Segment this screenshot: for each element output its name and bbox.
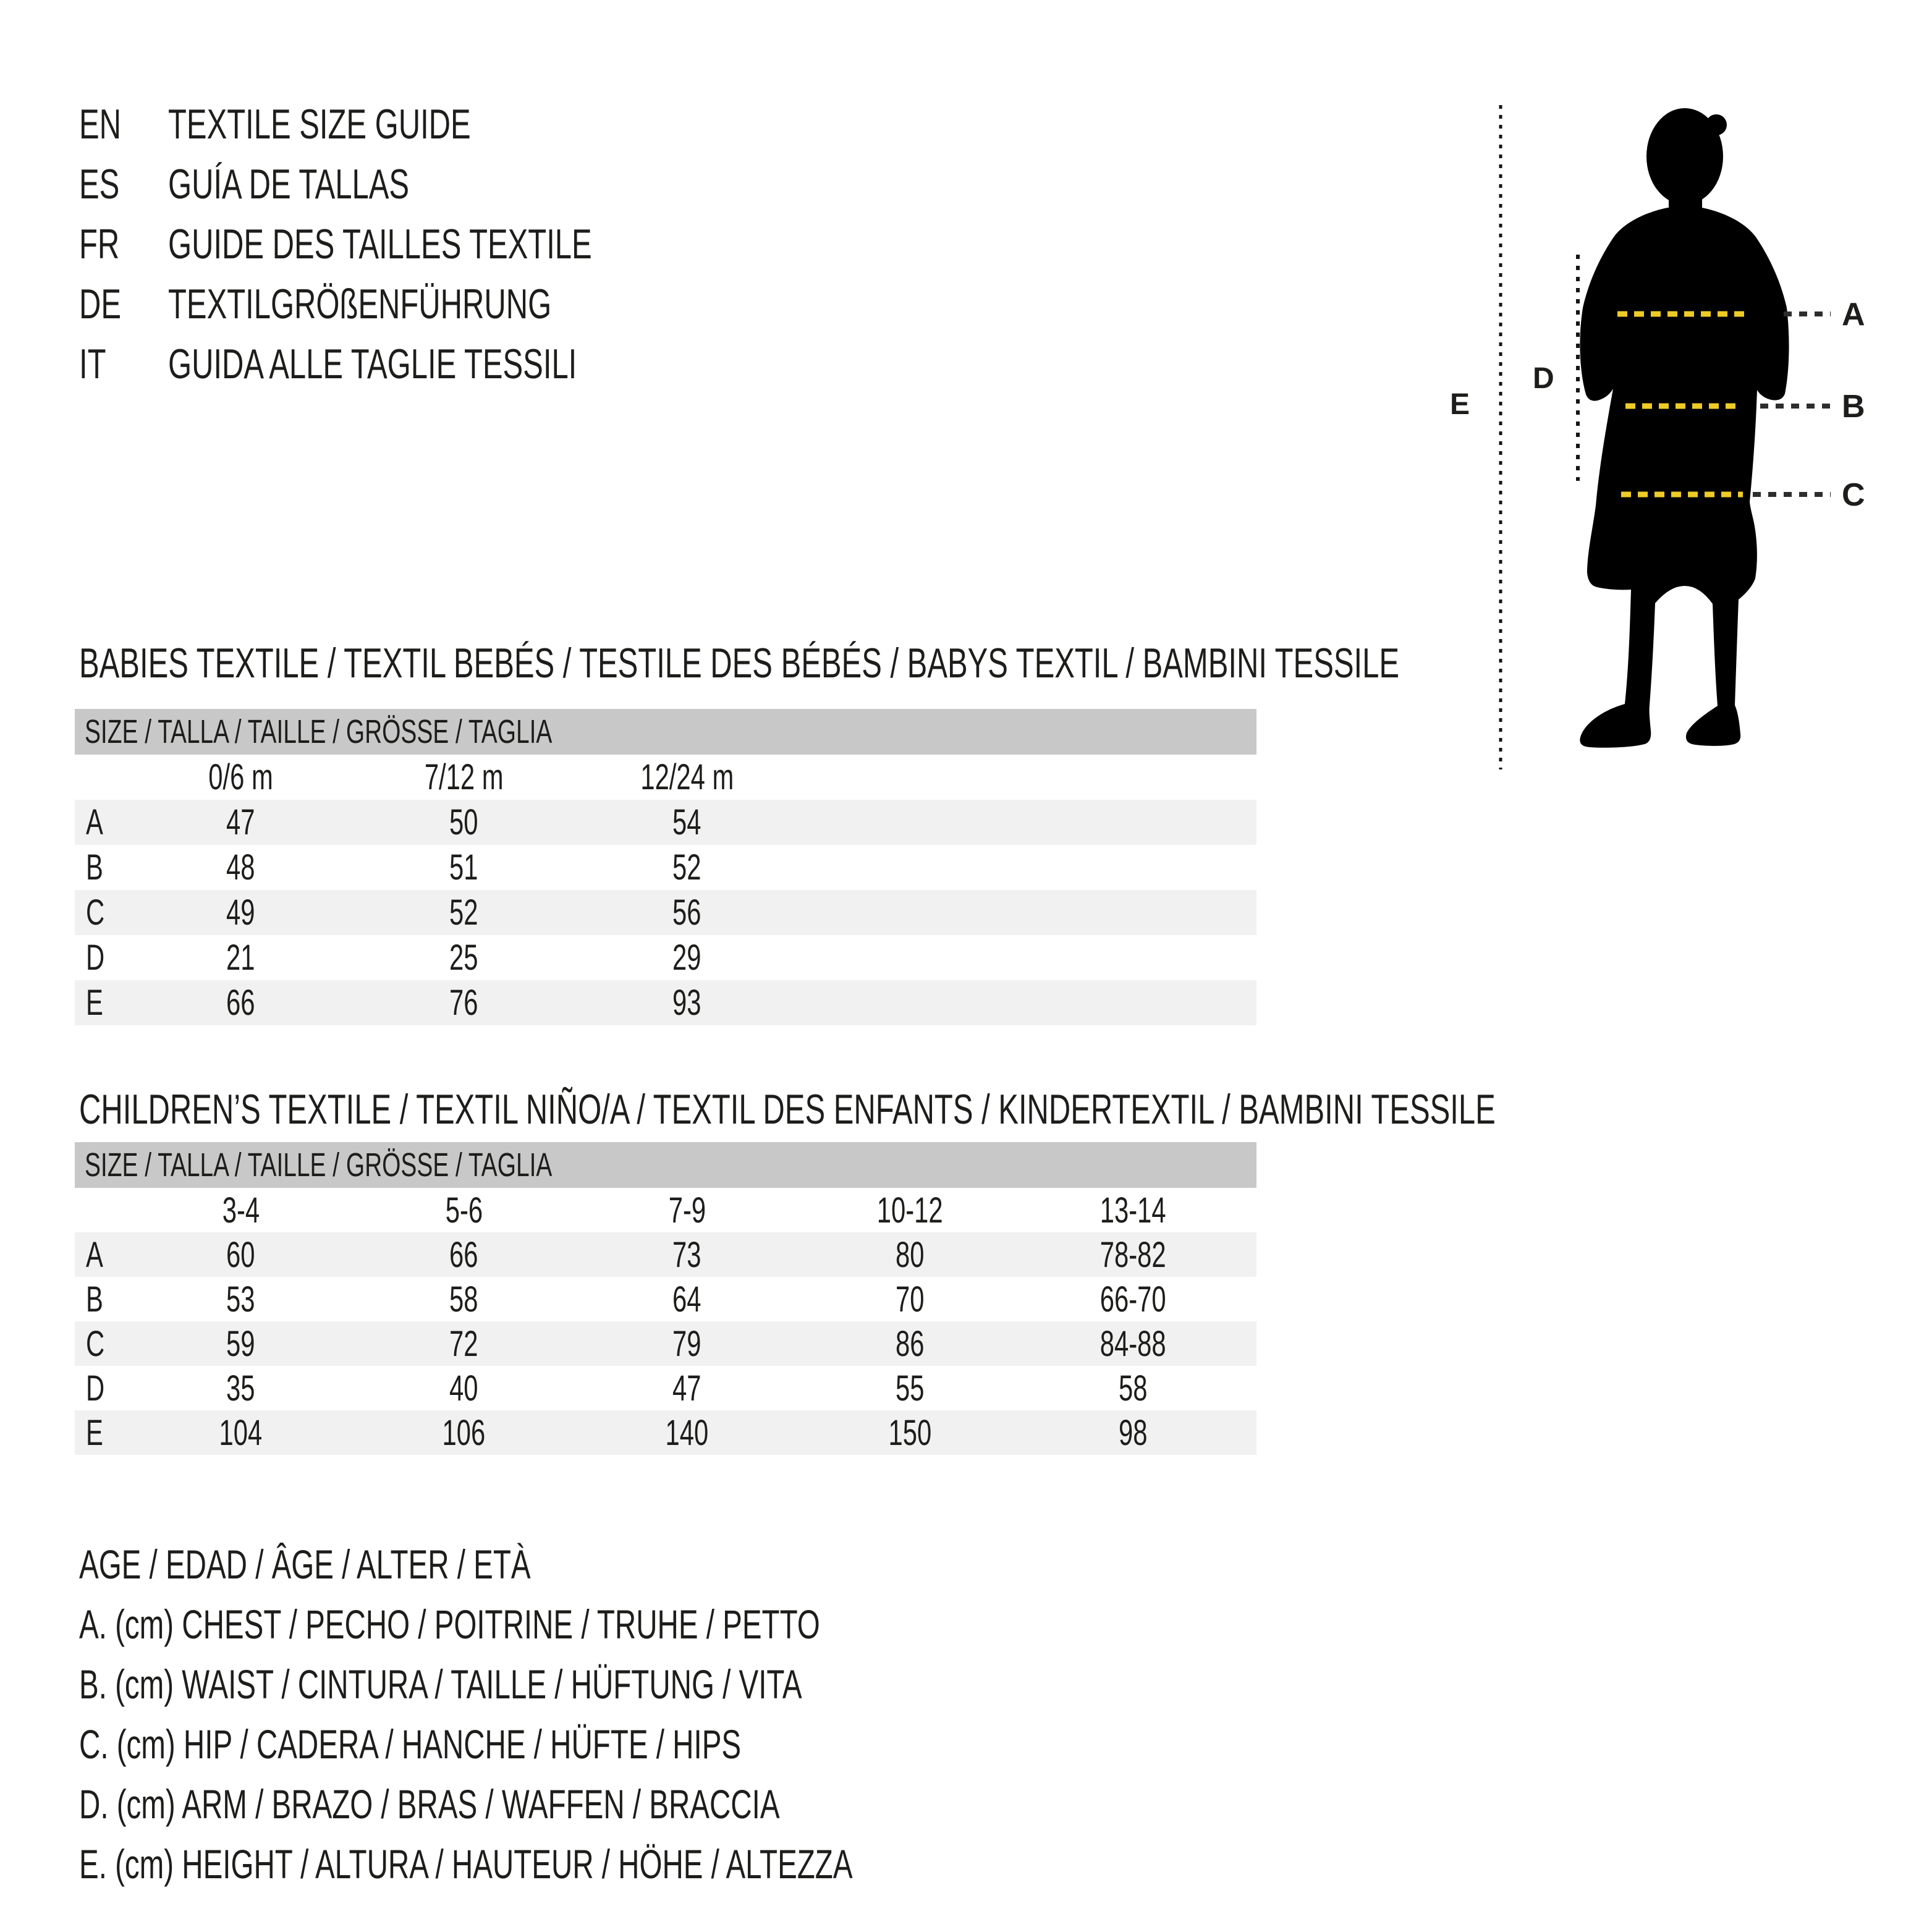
height-label: E [1450,388,1470,421]
row-label [75,937,129,978]
legend-line-hip [79,1714,1153,1774]
table-cell-text: 55 [896,1368,925,1409]
table-cell [799,1234,1022,1276]
legend-line-age [79,1534,1153,1594]
table-cell [352,1279,575,1320]
row-label [75,847,129,888]
row-label-text: B [86,1279,103,1320]
table-cell-text: 66 [449,1234,478,1275]
table-size-header-text: SIZE / TALLA / TAILLE / GRÖSSE / TAGLIA [85,713,553,750]
legend-line-waist [79,1654,1153,1714]
table-cell [129,1234,352,1276]
column-header-row [75,1188,1256,1232]
column-header [352,1190,575,1231]
table-size-header [75,1142,1256,1188]
table-cell-text: 51 [449,847,478,888]
hip-label: C [1842,477,1865,513]
table-row [75,890,1256,935]
row-label [75,1368,129,1409]
column-header-row [75,755,1256,800]
row-label [75,892,129,933]
table-size-header-text: SIZE / TALLA / TAILLE / GRÖSSE / TAGLIA [85,1146,553,1184]
column-header [352,756,575,798]
table-cell [352,847,575,888]
table-cell [575,892,799,933]
table-cell [575,1412,799,1454]
row-label-text: C [86,892,105,933]
language-row-de [79,274,756,334]
table-row [75,800,1256,845]
table-cell [352,1412,575,1454]
row-label-text: A [86,1234,103,1275]
table-cell-text: 49 [226,892,255,933]
children-section-title [79,1088,1932,1131]
table-cell-text: 47 [672,1368,701,1409]
table-cell-text: 73 [672,1234,701,1275]
table-cell [575,1323,799,1365]
row-label-text: E [86,983,103,1023]
language-row-it [79,334,756,394]
row-label [75,802,129,843]
table-cell-text: 56 [672,892,701,933]
table-cell-text: 29 [672,938,701,978]
table-row [75,1366,1256,1410]
table-cell [799,1412,1022,1454]
table-cell [129,937,352,978]
row-label-text: B [86,847,103,888]
table-cell [575,937,799,978]
table-cell-text: 52 [672,847,701,888]
row-label [75,982,129,1023]
table-cell [352,1234,575,1276]
column-header [129,756,352,798]
table-cell-text: 50 [449,802,478,842]
table-cell [129,982,352,1023]
table-cell-text: 150 [888,1412,932,1453]
table-cell [575,1279,799,1320]
column-header-text: 7-9 [668,1190,706,1231]
babies-section-title-text: BABIES TEXTILE / TEXTIL BEBÉS / TESTILE DES BÉBÉS / BABYS TEXTIL / BAMBINI TESSILE [79,640,1400,687]
legend-text: E. (cm) HEIGHT / ALTURA / HAUTEUR / HÖHE / ALTEZZA [79,1841,853,1887]
language-code: ES [79,160,120,208]
row-label-text: D [86,1368,105,1409]
table-row [75,980,1256,1025]
column-header-text: 0/6 m [208,757,273,797]
table-cell-text: 40 [449,1368,478,1409]
table-cell-text: 104 [219,1412,263,1453]
column-header [129,1190,352,1231]
language-code: FR [79,220,120,268]
children-table-body [75,1232,1256,1455]
chest-label: A [1842,297,1865,333]
column-header [575,756,799,798]
row-label [75,1234,129,1276]
row-label-text: E [86,1412,103,1453]
row-label [75,1279,129,1320]
language-row-en [79,94,756,154]
table-cell-text: 59 [226,1323,255,1364]
table-cell-text: 84-88 [1100,1323,1166,1364]
legend-text: AGE / EDAD / ÂGE / ALTER / ETÀ [79,1541,531,1587]
language-title: TEXTILGRÖßENFÜHRUNG [168,280,552,328]
table-cell [129,847,352,888]
table-cell [129,802,352,843]
table-row [75,1410,1256,1455]
row-label [75,1323,129,1365]
table-cell-text: 21 [226,938,255,978]
babies-size-table [75,709,1256,1025]
babies-column-headers [75,755,1256,800]
column-header [799,1190,1022,1231]
language-code: IT [79,340,106,388]
table-cell-text: 64 [672,1279,701,1320]
table-cell-text: 52 [449,892,478,933]
column-header-text: 13-14 [1100,1190,1166,1231]
language-row-fr [79,214,756,274]
table-cell-text: 140 [665,1412,709,1453]
table-row [75,845,1256,890]
arm-label: D [1533,362,1554,395]
table-cell [129,1412,352,1454]
table-cell-text: 47 [226,802,255,842]
table-cell-text: 93 [672,983,701,1023]
table-cell-text: 79 [672,1323,701,1364]
table-cell-text: 78-82 [1100,1234,1166,1275]
table-cell-text: 86 [896,1323,925,1364]
table-cell [575,1234,799,1276]
legend-line-chest [79,1594,1153,1654]
column-header [575,1190,799,1231]
table-cell [1022,1323,1245,1365]
measurement-figure [1440,93,1932,810]
column-header-text: 12/24 m [640,757,734,797]
table-cell [352,982,575,1023]
table-cell-text: 54 [672,802,701,842]
table-cell [129,892,352,933]
language-title-list [79,94,756,394]
table-cell-text: 53 [226,1279,255,1320]
babies-table-body [75,800,1256,1025]
table-cell [1022,1368,1245,1409]
table-cell-text: 48 [226,847,255,888]
waist-label: B [1842,389,1865,425]
table-row [75,1232,1256,1277]
language-code: DE [79,280,122,328]
table-cell [799,1279,1022,1320]
table-cell-text: 98 [1119,1412,1148,1453]
table-cell [352,1368,575,1409]
children-column-headers [75,1188,1256,1232]
table-cell [799,1368,1022,1409]
legend-text: C. (cm) HIP / CADERA / HANCHE / HÜFTE / HIPS [79,1721,742,1767]
language-title: GUIDE DES TAILLES TEXTILE [168,220,592,268]
column-header-text: 7/12 m [424,757,504,797]
table-cell [352,802,575,843]
table-cell-text: 72 [449,1323,478,1364]
table-cell-text: 80 [896,1234,925,1275]
table-cell [1022,1234,1245,1276]
legend-text: A. (cm) CHEST / PECHO / POITRINE / TRUHE / PETTO [79,1601,820,1647]
table-cell [129,1279,352,1320]
table-cell-text: 35 [226,1368,255,1409]
legend-line-height [79,1834,1153,1894]
row-label [75,1412,129,1454]
table-cell [129,1323,352,1365]
children-section-title-text: CHILDREN’S TEXTILE / TEXTIL NIÑO/A / TEXTIL DES ENFANTS / KINDERTEXTIL / BAMBINI TESSILE [79,1086,1496,1133]
column-header [1022,1190,1245,1231]
table-cell-text: 58 [1119,1368,1148,1409]
table-size-header [75,709,1256,755]
table-cell-text: 76 [449,983,478,1023]
table-row [75,1277,1256,1321]
table-cell-text: 106 [442,1412,486,1453]
table-cell-text: 25 [449,938,478,978]
row-label-text: C [86,1323,105,1364]
column-header-text: 10-12 [877,1190,943,1231]
table-cell [352,892,575,933]
measurement-legend [79,1534,1153,1894]
table-cell [1022,1279,1245,1320]
table-cell [575,1368,799,1409]
language-title: TEXTILE SIZE GUIDE [168,100,471,148]
language-row-es [79,154,756,214]
table-row [75,1321,1256,1366]
table-cell [1022,1412,1245,1454]
column-header-text: 5-6 [445,1190,483,1231]
table-row [75,935,1256,980]
language-code: EN [79,100,122,148]
table-cell-text: 66 [226,983,255,1023]
children-size-table [75,1142,1256,1455]
language-title: GUIDA ALLE TAGLIE TESSILI [168,340,577,388]
row-label-text: D [86,938,105,978]
row-label-text: A [86,802,103,842]
language-title: GUÍA DE TALLAS [168,160,410,208]
table-cell [575,847,799,888]
table-cell [352,1323,575,1365]
legend-text: D. (cm) ARM / BRAZO / BRAS / WAFFEN / BRACCIA [79,1781,780,1827]
table-cell [575,802,799,843]
table-cell [129,1368,352,1409]
table-cell [799,1323,1022,1365]
legend-line-arm [79,1774,1153,1834]
table-cell [575,982,799,1023]
column-header-text: 3-4 [222,1190,260,1231]
table-cell-text: 60 [226,1234,255,1275]
table-cell-text: 58 [449,1279,478,1320]
table-cell [352,937,575,978]
table-cell-text: 66-70 [1100,1279,1166,1320]
babies-section-title [79,642,1913,685]
table-cell-text: 70 [896,1279,925,1320]
legend-text: B. (cm) WAIST / CINTURA / TAILLE / HÜFTUNG / VITA [79,1661,802,1707]
